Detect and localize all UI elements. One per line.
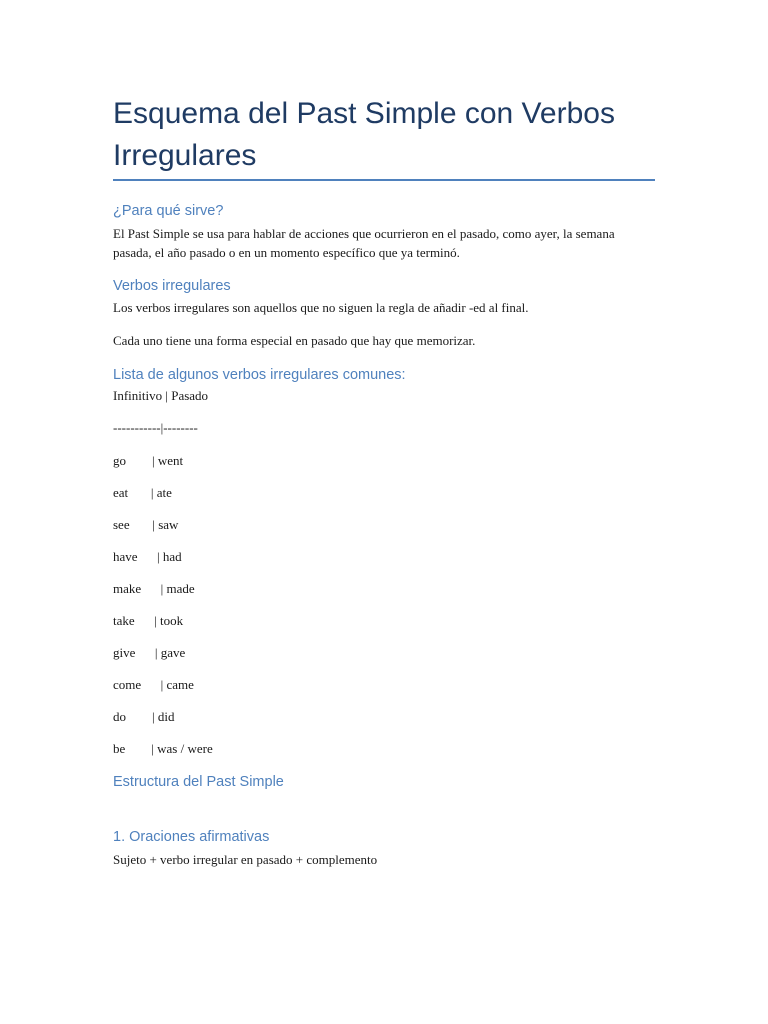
heading-estructura: Estructura del Past Simple xyxy=(113,774,284,790)
heading-oraciones-afirmativas: 1. Oraciones afirmativas xyxy=(113,829,270,845)
verb-row: eat | ate xyxy=(113,485,172,500)
paragraph-para-que-sirve: El Past Simple se usa para hablar de acciones que ocurrieron en el pasado, como ayer, la semana pasada, el año pasado o en un momento específico que ya terminó. xyxy=(113,226,615,260)
verb-row: give | gave xyxy=(113,645,186,660)
heading-lista-verbos: Lista de algunos verbos irregulares comunes: xyxy=(113,367,406,383)
verb-row: take | took xyxy=(113,613,184,628)
paragraph-verbos-irregulares-2: Cada uno tiene una forma especial en pasado que hay que memorizar. xyxy=(113,333,476,348)
verb-row: be | was / were xyxy=(113,741,213,756)
verb-table-separator: -----------|-------- xyxy=(113,420,198,435)
verb-row: come | came xyxy=(113,677,194,692)
heading-verbos-irregulares: Verbos irregulares xyxy=(113,278,231,294)
paragraph-verbos-irregulares-1: Los verbos irregulares son aquellos que no siguen la regla de añadir -ed al final. xyxy=(113,300,529,315)
heading-para-que-sirve: ¿Para qué sirve? xyxy=(113,203,224,219)
verb-row: go | went xyxy=(113,453,184,468)
paragraph-oraciones-afirmativas: Sujeto + verbo irregular en pasado + complemento xyxy=(113,852,378,867)
verb-row: have | had xyxy=(113,549,182,564)
verb-row: do | did xyxy=(113,709,175,724)
verb-row: see | saw xyxy=(113,517,179,532)
verb-row: make | made xyxy=(113,581,195,596)
verb-table-header: Infinitivo | Pasado xyxy=(113,388,209,403)
title-underline-rule xyxy=(113,179,655,181)
document-title: Esquema del Past Simple con Verbos Irregulares xyxy=(113,97,615,172)
